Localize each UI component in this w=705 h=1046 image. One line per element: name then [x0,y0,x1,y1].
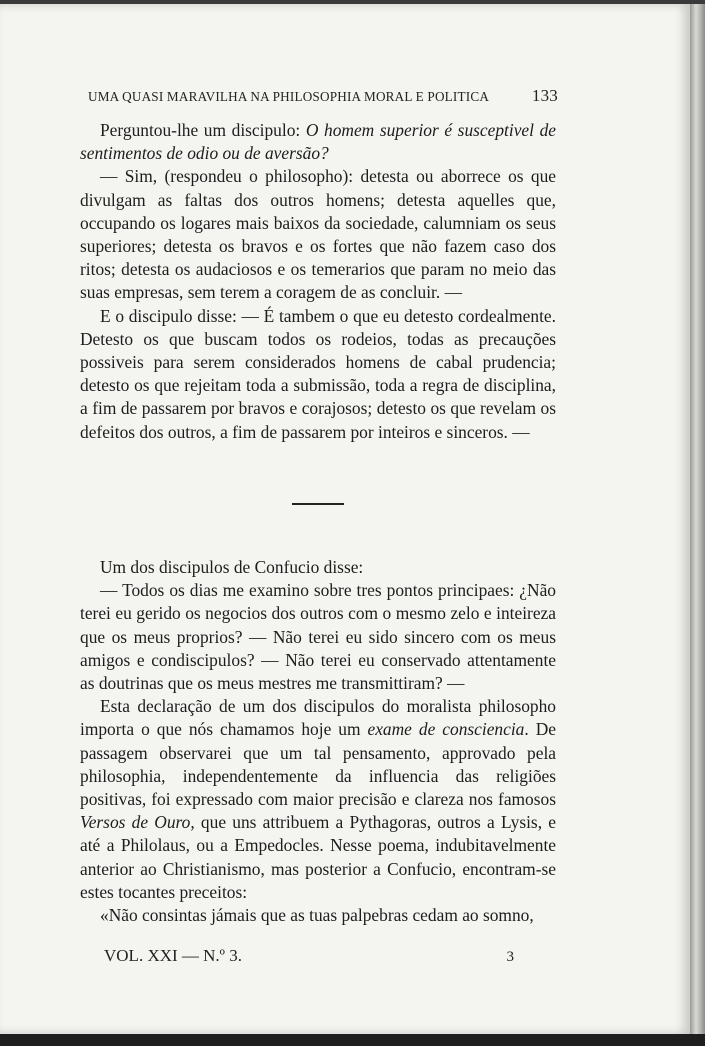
running-header [88,86,558,106]
section-divider [292,503,344,505]
paragraph: «Não consintas jámais que as tuas palpebras cedam ao somno, [100,905,534,926]
text-block-1 [80,119,556,444]
signature-mark: 3 [506,949,514,965]
paragraph-text: . De passagem observarei que um tal pensamento, approvado pela philosophia, independentemente da influencia das religiões positivas, foi expressado com maior precisão e clareza nos famosos [80,719,556,810]
paragraph-text: Perguntou-lhe um discipulo: [100,120,306,140]
italic-title: Versos de Ouro, [80,812,195,833]
paragraph-text: Esta declaração de um dos discipulos do moralista philosopho importa o que nós chamamos hoje um [80,696,556,740]
text-block-2 [80,556,556,927]
paragraph [80,695,556,904]
paragraph-text: que uns attribuem a Pythagoras, outros a Lysis, e até a Philolaus, ou a Empedocles. Nesse poema, indubitavelmente anterior ao Christianismo, mas posterior a Confucio, encontram-se estes tocantes preceitos: [80,812,556,902]
paragraph [80,119,556,165]
running-title: UMA QUASI MARAVILHA NA PHILOSOPHIA MORAL E POLITICA [88,89,490,104]
page-footer [104,946,514,966]
scan-bottom-border [0,1034,705,1046]
page-number: 133 [531,86,558,105]
volume-label: VOL. XXI — N.º 3. [104,946,242,965]
paragraph: Um dos discipulos de Confucio disse: [100,557,364,577]
italic-question: O homem superior é susceptivel de sentimentos de odio ou de aversão? [80,120,556,164]
paragraph: — Todos os dias me examino sobre tres pontos principaes: ¿Não terei eu gerido os negocios dos outros com o mesmo zelo e inteireza que os meus proprios? — Não terei eu sido sincero com os meus amigos e condiscipulos? — Não terei eu conservado attentamente as doutrinas que os meus mestres me transmittiram? — [80,580,556,694]
paragraph: — Sim, (respondeu o philosopho): detesta ou aborrece os que divulgam as faltas dos outros homens; detesta aquelles que, occupando os logares mais baixos da sociedade, calumniam os seus superiores; detesta os bravos e os fortes que não fazem caso dos ritos; detesta os audaciosos e os temerarios que param no meio das suas empresas, sem terem a coragem de as concluir. — [80,166,556,303]
page-edge [690,4,705,1034]
italic-term: exame de consciencia [367,719,525,740]
paragraph: E o discipulo disse: — É tambem o que eu detesto cordealmente. Detesto os que buscam todos os rodeios, todas as precauções possiveis para serem considerados homens de cabal prudencia; detesto os que rejeitam toda a submissão, toda a regra de disciplina, a fim de passarem por bravos e corajosos; detesto os que revelam os defeitos dos outros, a fim de passarem por inteiros e sinceros. — [80,305,556,442]
